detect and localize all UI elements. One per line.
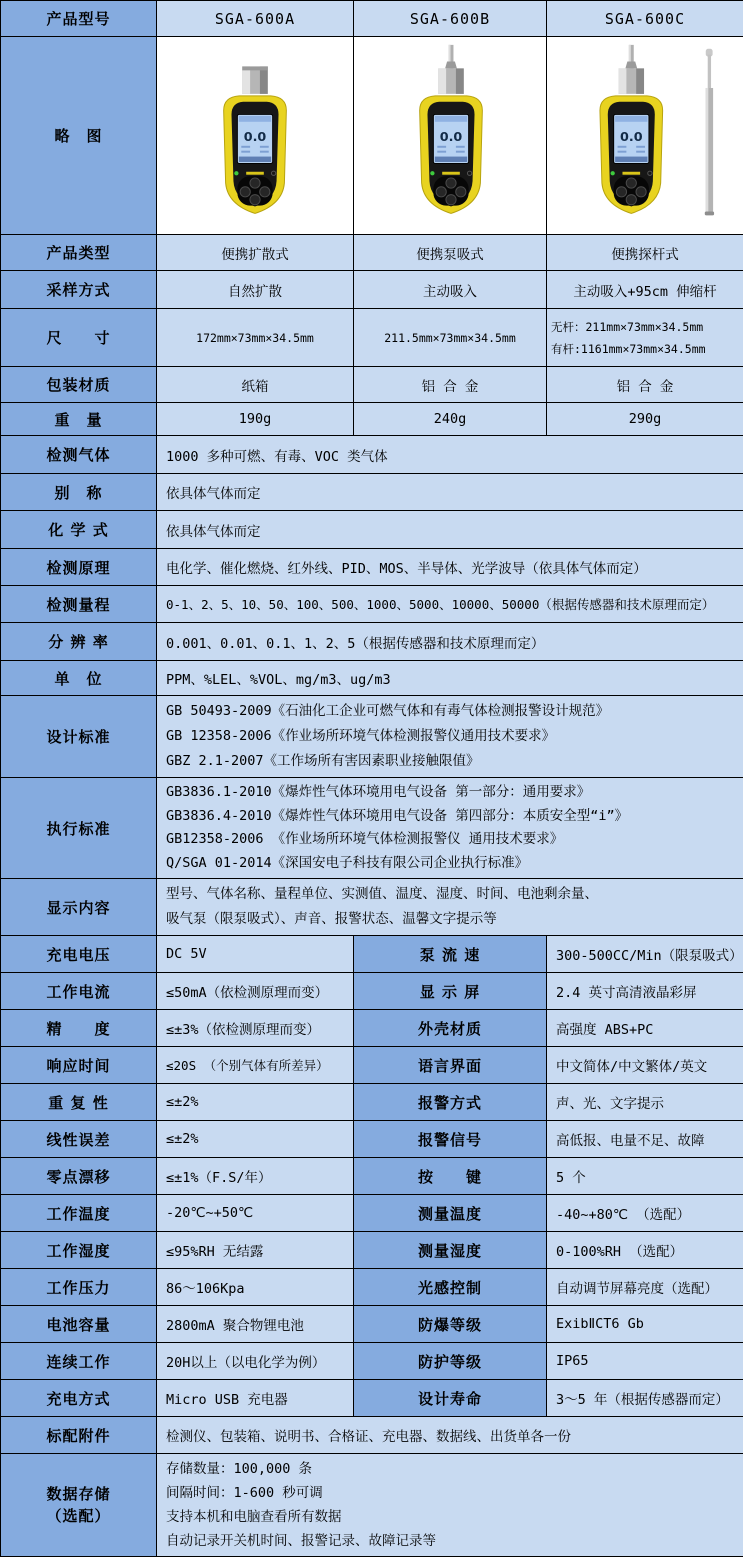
model-sga-600b: SGA-600B [354, 1, 547, 37]
spec-value: 中文简体/中文繁体/英文 [547, 1047, 743, 1084]
device-screen-value: 0.0 [620, 130, 643, 145]
display-content-line: 吸气泵（限泵吸式）、声音、报警状态、温馨文字提示等 [166, 907, 737, 932]
product-image-cell-c [547, 37, 743, 235]
label-unit: 单 位 [1, 661, 157, 696]
spec-label: 显 示 屏 [354, 973, 547, 1010]
spec-value: ExibⅡCT6 Gb [547, 1306, 743, 1343]
label-sampling: 采样方式 [1, 271, 157, 309]
value-accessories: 检测仪、包装箱、说明书、合格证、充电器、数据线、出货单各一份 [157, 1417, 743, 1454]
row-unit [1, 661, 743, 696]
spec-pair-row [1, 1010, 743, 1047]
spec-pair-row [1, 1269, 743, 1306]
spec-value: 高强度 ABS+PC [547, 1010, 743, 1047]
row-weight [1, 403, 743, 436]
spec-label: 充电电压 [1, 936, 157, 973]
spec-value: 2800mA 聚合物锂电池 [157, 1306, 354, 1343]
label-design-standards: 设计标准 [1, 696, 157, 778]
spec-pair-row [1, 973, 743, 1010]
row-range [1, 586, 743, 623]
spec-pair-row [1, 1047, 743, 1084]
row-model [1, 1, 743, 37]
value-exec-standards [157, 778, 743, 879]
row-design-standards [1, 696, 743, 778]
row-display-content [1, 879, 743, 936]
label-range: 检测量程 [1, 586, 157, 623]
spec-label: 工作压力 [1, 1269, 157, 1306]
weight-b: 240g [354, 403, 547, 436]
spec-value: Micro USB 充电器 [157, 1380, 354, 1417]
spec-label: 报警方式 [354, 1084, 547, 1121]
spec-value: 5 个 [547, 1158, 743, 1195]
spec-value: ≤±1%（F.S/年） [157, 1158, 354, 1195]
spec-label: 零点漂移 [1, 1158, 157, 1195]
row-principle [1, 549, 743, 586]
label-detect-gas: 检测气体 [1, 436, 157, 474]
size-b: 211.5mm×73mm×34.5mm [354, 309, 547, 367]
spec-value: 声、光、文字提示 [547, 1084, 743, 1121]
spec-label: 光感控制 [354, 1269, 547, 1306]
packing-b: 铝 合 金 [354, 367, 547, 403]
product-type-b: 便携泵吸式 [354, 235, 547, 271]
spec-pair-row [1, 1306, 743, 1343]
spec-pair-row [1, 1195, 743, 1232]
spec-value: DC 5V [157, 936, 354, 973]
row-detect-gas [1, 436, 743, 474]
row-exec-standards [1, 778, 743, 879]
exec-standard-line: Q/SGA 01-2014《深国安电子科技有限公司企业执行标准》 [166, 852, 737, 876]
storage-line: 间隔时间：1-600 秒可调 [166, 1481, 737, 1505]
spec-pair-row [1, 936, 743, 973]
value-unit: PPM、%LEL、%VOL、mg/m3、ug/m3 [157, 661, 743, 696]
storage-line: 支持本机和电脑查看所有数据 [166, 1505, 737, 1529]
sampling-a: 自然扩散 [157, 271, 354, 309]
spec-label: 连续工作 [1, 1343, 157, 1380]
design-standard-line: GB 12358-2006《作业场所环境气体检测报警仪通用技术要求》 [166, 724, 737, 749]
product-type-c: 便携探杆式 [547, 235, 743, 271]
row-sampling [1, 271, 743, 309]
storage-line: 自动记录开关机时间、报警记录、故障记录等 [166, 1529, 737, 1553]
spec-value: IP65 [547, 1343, 743, 1380]
label-size: 尺 寸 [1, 309, 157, 367]
product-image-cell-b [354, 37, 547, 235]
spec-pair-row [1, 1158, 743, 1195]
label-product-type: 产品类型 [1, 235, 157, 271]
row-packing [1, 367, 743, 403]
label-display-content: 显示内容 [1, 879, 157, 936]
weight-c: 290g [547, 403, 743, 436]
spec-label: 外壳材质 [354, 1010, 547, 1047]
spec-label: 按 键 [354, 1158, 547, 1195]
model-sga-600a: SGA-600A [157, 1, 354, 37]
spec-value: 2.4 英寸高清液晶彩屏 [547, 973, 743, 1010]
spec-label: 精 度 [1, 1010, 157, 1047]
product-image-sga-600b [354, 39, 547, 233]
label-data-storage-line2: （选配） [5, 1505, 152, 1527]
design-standard-line: GBZ 2.1-2007《工作场所有害因素职业接触限值》 [166, 749, 737, 774]
row-resolution [1, 623, 743, 661]
spec-value: ≤±2% [157, 1084, 354, 1121]
label-alias: 别 称 [1, 474, 157, 511]
label-principle: 检测原理 [1, 549, 157, 586]
label-accessories: 标配附件 [1, 1417, 157, 1454]
packing-a: 纸箱 [157, 367, 354, 403]
spec-value: -20℃~+50℃ [157, 1195, 354, 1232]
size-c-line2: 有杆:1161mm×73mm×34.5mm [551, 338, 737, 360]
exec-standard-line: GB3836.4-2010《爆炸性气体环境用电气设备 第四部分：本质安全型“i”》 [166, 805, 737, 829]
exec-standard-line: GB3836.1-2010《爆炸性气体环境用电气设备 第一部分：通用要求》 [166, 781, 737, 805]
spec-pair-row [1, 1232, 743, 1269]
label-product-model: 产品型号 [1, 1, 157, 37]
spec-pair-row [1, 1084, 743, 1121]
storage-line: 存储数量：100,000 条 [166, 1457, 737, 1481]
spec-label: 设计寿命 [354, 1380, 547, 1417]
spec-label: 线性误差 [1, 1121, 157, 1158]
spec-label: 工作湿度 [1, 1232, 157, 1269]
model-sga-600c: SGA-600C [547, 1, 743, 37]
spec-value: ≤±3%（依检测原理而变） [157, 1010, 354, 1047]
spec-label: 重 复 性 [1, 1084, 157, 1121]
packing-c: 铝 合 金 [547, 367, 743, 403]
row-data-storage [1, 1454, 743, 1557]
spec-value: ≤20S （个别气体有所差异） [157, 1047, 354, 1084]
weight-a: 190g [157, 403, 354, 436]
spec-value: 自动调节屏幕亮度（选配） [547, 1269, 743, 1306]
row-size [1, 309, 743, 367]
spec-value: 300-500CC/Min（限泵吸式） [547, 936, 743, 973]
spec-pair-row [1, 1121, 743, 1158]
product-image-cell-a [157, 37, 354, 235]
value-data-storage [157, 1454, 743, 1557]
value-resolution: 0.001、0.01、0.1、1、2、5（根据传感器和技术原理而定） [157, 623, 743, 661]
telescopic-rod [704, 49, 713, 216]
label-resolution: 分 辨 率 [1, 623, 157, 661]
row-product-type [1, 235, 743, 271]
label-formula: 化 学 式 [1, 511, 157, 549]
spec-value: ≤±2% [157, 1121, 354, 1158]
spec-value: 86～106Kpa [157, 1269, 354, 1306]
spec-label: 工作温度 [1, 1195, 157, 1232]
spec-label: 报警信号 [354, 1121, 547, 1158]
spec-value: -40~+80℃ （选配） [547, 1195, 743, 1232]
spec-label: 充电方式 [1, 1380, 157, 1417]
row-sketch [1, 37, 743, 235]
value-range: 0-1、2、5、10、50、100、500、1000、5000、10000、50000（根据传感器和技术原理而定） [157, 586, 743, 623]
spec-label: 防爆等级 [354, 1306, 547, 1343]
label-weight: 重 量 [1, 403, 157, 436]
spec-pair-row [1, 1343, 743, 1380]
row-accessories [1, 1417, 743, 1454]
size-c [547, 309, 743, 367]
size-c-line1: 无杆：211mm×73mm×34.5mm [551, 316, 737, 338]
spec-value: 高低报、电量不足、故障 [547, 1121, 743, 1158]
spec-value: ≤95%RH 无结露 [157, 1232, 354, 1269]
exec-standard-line: GB12358-2006 《作业场所环境气体检测报警仪 通用技术要求》 [166, 828, 737, 852]
spec-label: 语言界面 [354, 1047, 547, 1084]
design-standard-line: GB 50493-2009《石油化工企业可燃气体和有毒气体检测报警设计规范》 [166, 699, 737, 724]
value-detect-gas: 1000 多种可燃、有毒、VOC 类气体 [157, 436, 743, 474]
device-screen-value: 0.0 [243, 130, 266, 145]
label-packing: 包装材质 [1, 367, 157, 403]
label-data-storage-line1: 数据存储 [5, 1483, 152, 1505]
spec-label: 防护等级 [354, 1343, 547, 1380]
row-formula [1, 511, 743, 549]
value-alias: 依具体气体而定 [157, 474, 743, 511]
product-image-sga-600a [158, 39, 353, 233]
spec-label: 响应时间 [1, 1047, 157, 1084]
spec-value: ≤50mA（依检测原理而变） [157, 973, 354, 1010]
spec-value: 0-100%RH （选配） [547, 1232, 743, 1269]
spec-label: 工作电流 [1, 973, 157, 1010]
spec-value: 20H以上（以电化学为例） [157, 1343, 354, 1380]
row-alias [1, 474, 743, 511]
product-type-a: 便携扩散式 [157, 235, 354, 271]
sampling-c: 主动吸入+95cm 伸缩杆 [547, 271, 743, 309]
spec-pair-row [1, 1380, 743, 1417]
product-image-sga-600c [548, 39, 743, 233]
value-principle: 电化学、催化燃烧、红外线、PID、MOS、半导体、光学波导（依具体气体而定） [157, 549, 743, 586]
spec-label: 测量湿度 [354, 1232, 547, 1269]
sampling-b: 主动吸入 [354, 271, 547, 309]
display-content-line: 型号、气体名称、量程单位、实测值、温度、湿度、时间、电池剩余量、 [166, 882, 737, 907]
value-design-standards [157, 696, 743, 778]
spec-value: 3～5 年（根据传感器而定） [547, 1380, 743, 1417]
label-sketch: 略 图 [1, 37, 157, 235]
value-formula: 依具体气体而定 [157, 511, 743, 549]
size-a: 172mm×73mm×34.5mm [157, 309, 354, 367]
device-screen-value: 0.0 [440, 130, 463, 145]
spec-label: 泵 流 速 [354, 936, 547, 973]
spec-label: 电池容量 [1, 1306, 157, 1343]
value-display-content [157, 879, 743, 936]
label-data-storage [1, 1454, 157, 1557]
spec-label: 测量温度 [354, 1195, 547, 1232]
label-exec-standards: 执行标准 [1, 778, 157, 879]
